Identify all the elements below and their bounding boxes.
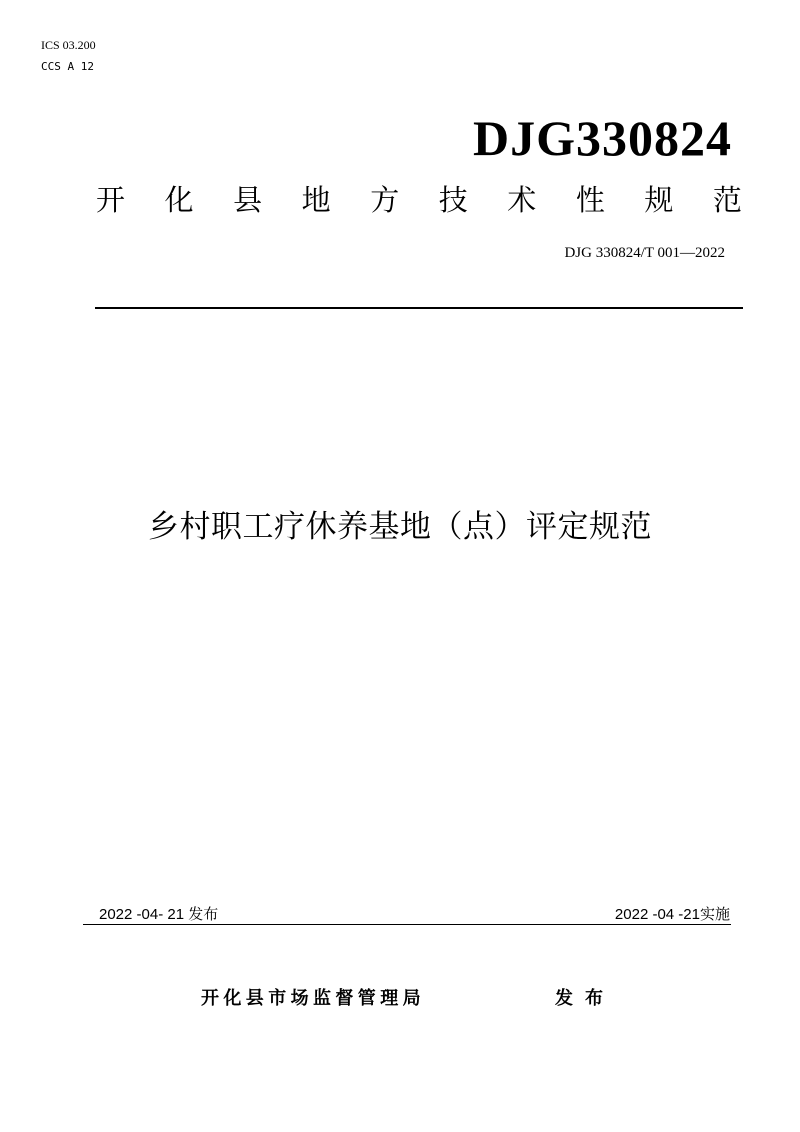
issue-date: 2022 -04- 21 发布 bbox=[99, 906, 219, 923]
standard-type-char: 规 bbox=[644, 183, 674, 217]
standard-type-heading bbox=[96, 180, 742, 220]
document-title: 乡村职工疗休养基地（点）评定规范 bbox=[148, 509, 652, 545]
ics-code: ICS 03.200 bbox=[41, 38, 96, 52]
standard-type-char: 方 bbox=[370, 183, 400, 217]
standard-number: DJG 330824/T 001—2022 bbox=[564, 245, 725, 261]
publish-label: 发布 bbox=[555, 988, 615, 1009]
implementation-date: 2022 -04 -21实施 bbox=[614, 906, 730, 923]
standard-type-char: 术 bbox=[507, 183, 537, 217]
standard-type-char: 化 bbox=[164, 183, 194, 217]
standard-type-char: 开 bbox=[96, 183, 126, 217]
standard-type-char: 县 bbox=[233, 183, 263, 217]
standard-type-char: 技 bbox=[438, 183, 468, 217]
issuing-organization: 开化县市场监督管理局 bbox=[201, 988, 425, 1009]
ccs-code: CCS A 12 bbox=[41, 60, 94, 73]
top-divider bbox=[95, 307, 743, 309]
standard-type-char: 地 bbox=[301, 183, 331, 217]
standard-type-char: 范 bbox=[712, 183, 742, 217]
standard-type-char: 性 bbox=[575, 183, 605, 217]
standard-code: DJG330824 bbox=[473, 110, 732, 166]
bottom-divider bbox=[83, 924, 731, 925]
